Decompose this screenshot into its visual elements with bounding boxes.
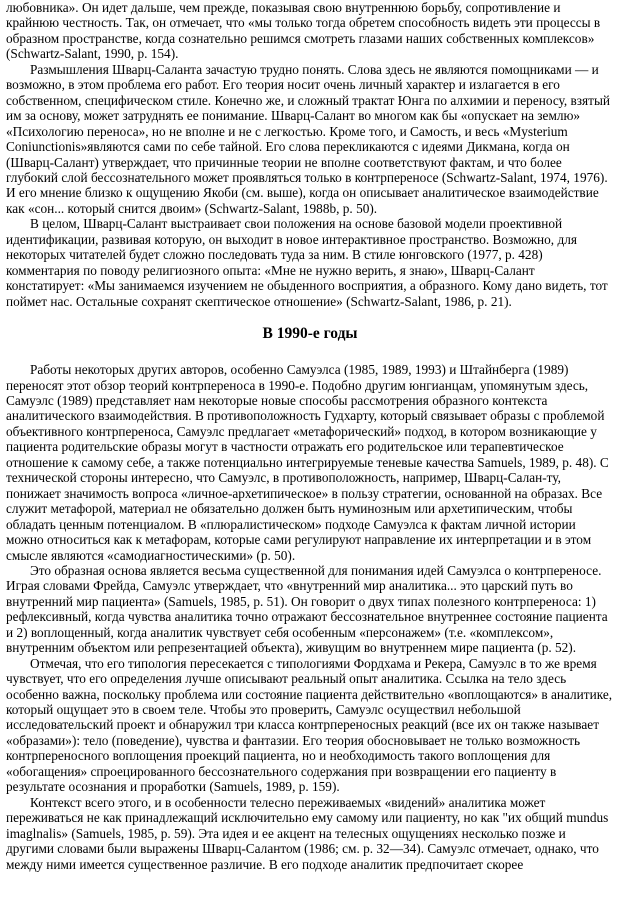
- paragraph: Это образная основа является весьма существенной для понимания идей Самуэлса о контрпереносе. Играя словами Фрейда, Самуэлс утверждает, что «внутренний мир аналитика... это царский путь во внутренний мир пациента» (Samuels, 1985, p. 51). Он говорит о двух типах полезного контрпереноса: 1) рефлексивный, когда чувства аналитика точно отражают бессознательное внутреннее состояние пациента и 2) воплощенный, когда аналитик чувствует себя особенным «персонажем» (т.е. «комплексом», внутренним объектом или репрезентацией объекта), живущим во внутреннем мире пациента (p. 52).: [6, 562, 608, 656]
- section-heading: В 1990-е годы: [262, 325, 358, 343]
- paragraph: Отмечая, что его типология пересекается с типологиями Фордхама и Рекера, Самуэлс в то же время чувствует, что его определения лучше описывают реальный опыт аналитика. Ссылка на тело здесь особенно важна, поскольку проблема или состояние пациента действительно «воплощаются» в аналитике, который ощущает это в своем теле. Чтобы это проверить, Самуэлс осуществил небольшой исследовательский проект и обнаружил три класса контрпереносных реакций (все их он также называет «образами»): тело (поведение), чувства и фантазии. Его теория обосновывает не только возможность контрпереносного воплощения проекций пациента, но и необходимость такого воплощения для «обогащения» спроецированного бессознательного содержания при возвращении его пациенту в результате осознания и проработки (Samuels, 1989, p. 159).: [6, 655, 613, 795]
- paragraph: Размышления Шварц-Саланта зачастую трудно понять. Слова здесь не являются помощниками — и возможно, в этом проблема его работ. Его теория носит очень личный характер и излагается в его собственном, специфическом стиле. Конечно же, и сложный трактат Юнга по алхимии и переносу, взятый им за основу, может затруднять ее понимание. Шварц-Салант во многом как бы «опускает на землю» «Психологию переноса», но не вполне и не с легкостью. Кроме того, и Самость, и весь «Mysterium Coniunctionis»являются сами по себе тайной. Его слова перекликаются с идеями Дикмана, когда он (Шварц-Салант) утверждает, что причинные теории не вполне соответствуют фактам, и что более глубокий слой бессознательного может проявляться только в контрпереносе (Schwartz-Salant, 1974, 1976). И его мнение близко к ощущению Якоби (см. выше), когда он описывает аналитическое взаимодействие как «сон... который снится двоим» (Schwartz-Salant, 1988b, p. 50).: [6, 61, 611, 216]
- paragraph: Работы некоторых других авторов, особенно Самуэлса (1985, 1989, 1993) и Штайнберга (1989) переносят этот обзор теорий контрпереноса в 1990-е. Подобно другим юнгианцам, упомянутым здесь, Самуэлс (1989) представляет нам некоторые новые способы рассмотрения образного контекста аналитического взаимодействия. В противоположность Гудхарту, который связывает образы с проблемой объективного контрпереноса, Самуэлс предлагает «метафорический» подход, в котором возникающие у пациента родительские образы могут в частности отражать его родительское или терапевтическое отношение к самому себе, а также потенциально интегрируемые теневые качества Samuels, 1989, p. 48). С технической стороны интересно, что Самуэлс, в противоположность, например, Шварц-Салан-ту, понижает значимость вопроса «личное-архетипическое» в пользу стратегии, основанной на образах. Все служит метафорой, материал не обязательно должен быть нуминозным или архетипическим, чтобы обладать ценным потенциалом. В «плюралистическом» подходе Самуэлса к фактам личной истории можно относиться как к метафорам, которые сами регулируют направление их интерпретации и в этом смысле являются «самодиагностическими» (p. 50).: [6, 362, 609, 563]
- paragraph-continued: любовника». Он идет дальше, чем прежде, показывая свою внутреннюю борьбу, сопротивление и крайнюю честность. Так, он отмечает, что «мы только тогда обретем способность видеть эти процессы в образном пространстве, когда сознательно решимся смотреть глазами наших собственных комплексов» (Schwartz-Salant, 1990, p. 154).: [6, 0, 601, 62]
- paragraph: В целом, Шварц-Салант выстраивает свои положения на основе базовой модели проективной идентификации, развивая которую, он выходит в новое интерактивное пространство. Возможно, для некоторых читателей будет сложно последовать туда за ним. В стиле юнговского (1977, p. 428) комментария по поводу религиозного опыта: «Мне не нужно верить, я знаю», Шварц-Салант констатирует: «Мы занимаемся изучением не обыденного восприятия, а образного. Кому дано видеть, тот поймет нас. Остальные сохранят скептическое отношение» (Schwartz-Salant, 1986, p. 21).: [6, 216, 608, 309]
- paragraph: Контекст всего этого, и в особенности телесно переживаемых «видений» аналитика может переживаться не как принадлежащий исключительно ему самому или пациенту, но как "их общий mundus imaglnalis» (Samuels, 1985, p. 59). Эта идея и ее акцент на телесных ощущениях несколько позже и другими словами были выражены Шварц-Салантом (1986; см. p. 32—34). Самуэлс отмечает, однако, что между ними имеется существенное различие. В его подходе аналитик предпочитает скорее: [6, 794, 609, 872]
